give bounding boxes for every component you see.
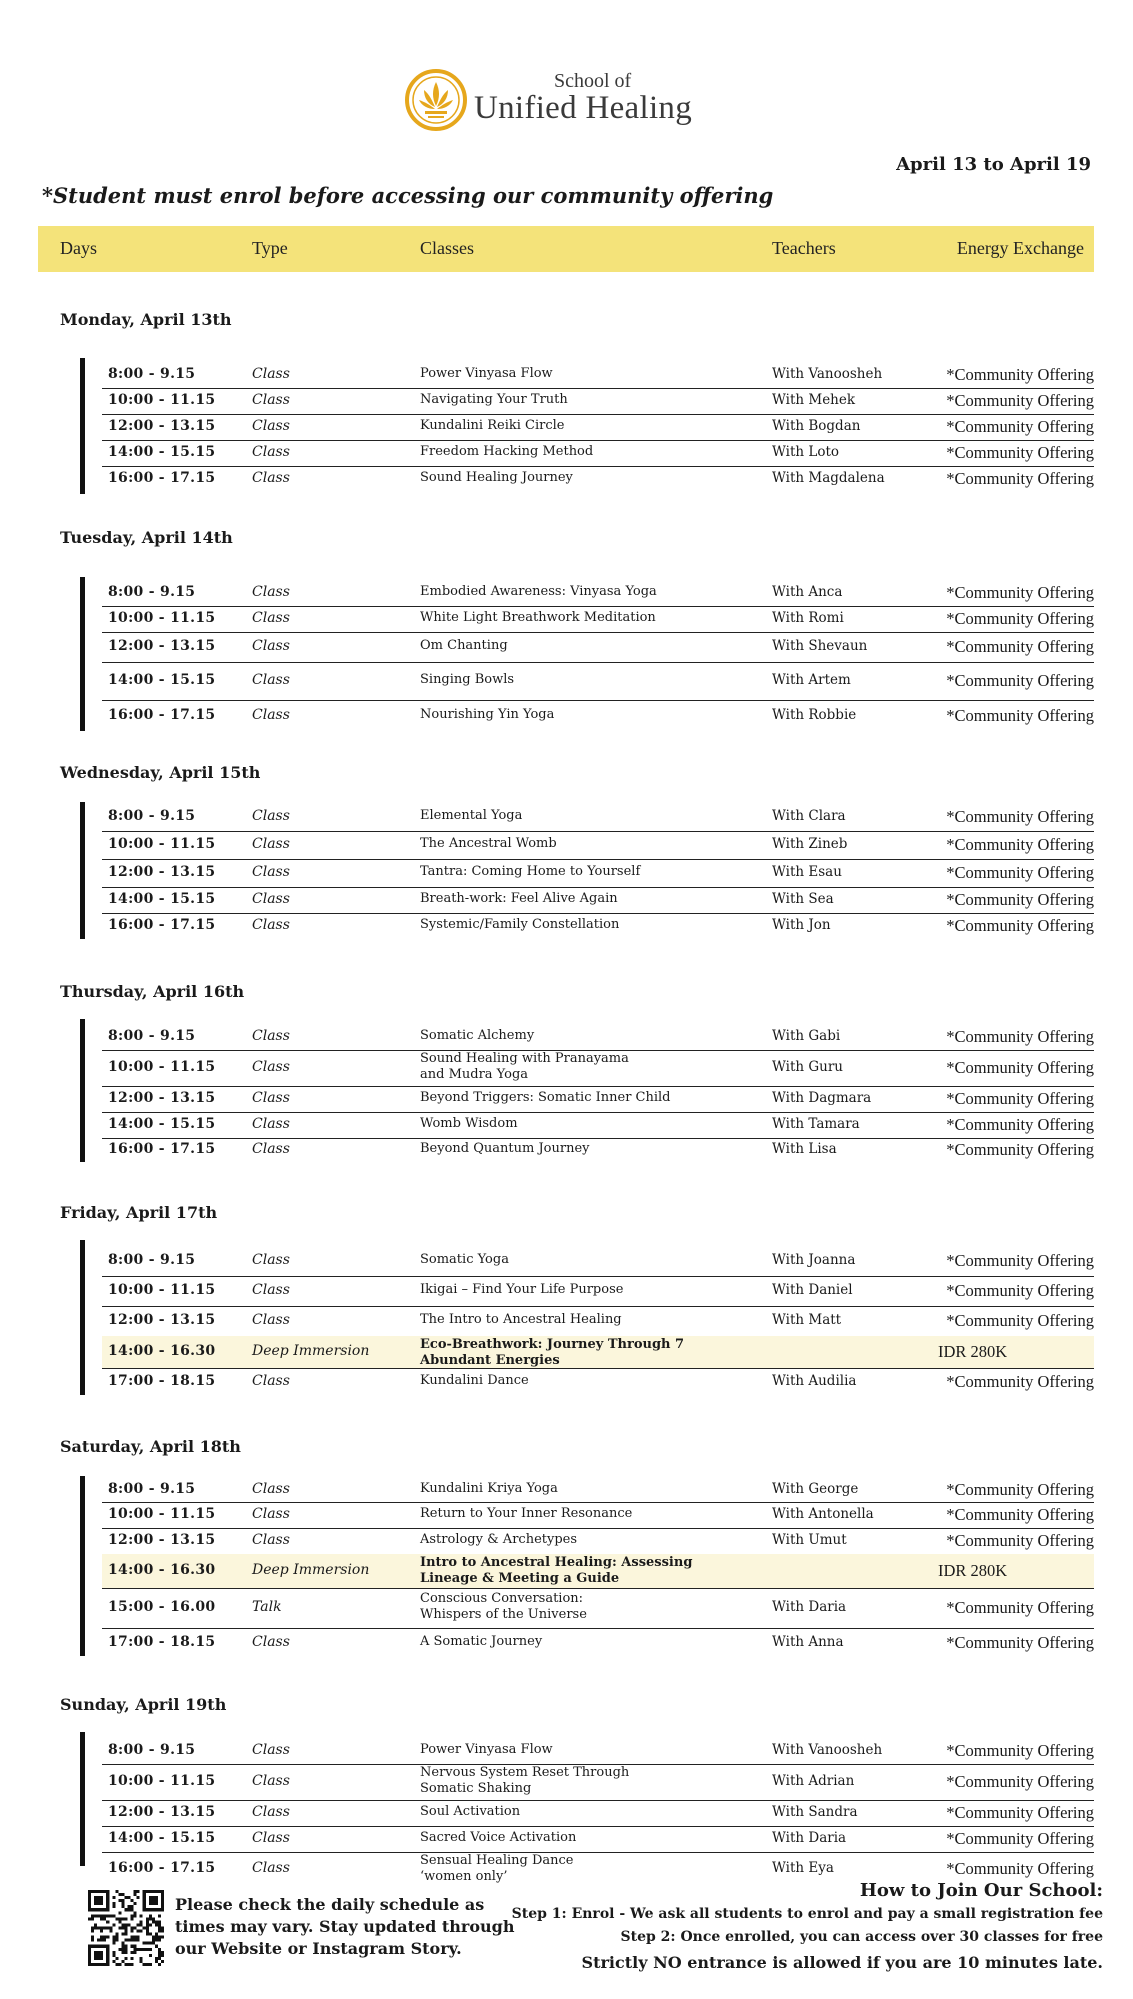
join-step-2: Step 2: Once enrolled, you can access over 30 classes for free xyxy=(620,1929,1103,1945)
schedule-note: Please check the daily schedule as times may vary. Stay updated through our Website or Instagram Story. xyxy=(175,1895,515,1958)
session-time: 10:00 - 11.15 xyxy=(108,1282,216,1298)
class-name-line: Freedom Hacking Method xyxy=(420,444,594,459)
teacher-name: With Audilia xyxy=(772,1373,857,1389)
session-time: 10:00 - 11.15 xyxy=(108,610,216,626)
session-type: Class xyxy=(252,638,290,654)
class-name-line: Elemental Yoga xyxy=(420,808,523,823)
class-name xyxy=(420,1141,590,1157)
session-time: 12:00 - 13.15 xyxy=(108,1090,216,1106)
class-name-line: Nourishing Yin Yoga xyxy=(420,707,555,722)
energy-exchange: *Community Offering xyxy=(946,916,1094,935)
class-name xyxy=(420,638,508,654)
session-time: 10:00 - 11.15 xyxy=(108,1059,216,1075)
session-time: 10:00 - 11.15 xyxy=(108,1773,216,1789)
teacher-name: With Bogdan xyxy=(772,418,861,434)
session-type: Class xyxy=(252,584,290,600)
teacher-name: With Anca xyxy=(772,584,843,600)
session-time: 17:00 - 18.15 xyxy=(108,1373,216,1389)
day-divider-bar xyxy=(80,577,85,731)
energy-exchange: *Community Offering xyxy=(946,1741,1094,1760)
school-logo xyxy=(404,68,714,132)
energy-exchange: *Community Offering xyxy=(946,807,1094,826)
energy-exchange: IDR 280K xyxy=(938,1342,1008,1361)
session-time: 16:00 - 17.15 xyxy=(108,1860,216,1876)
schedule-row xyxy=(102,440,1094,467)
session-time: 10:00 - 11.15 xyxy=(108,836,216,852)
teacher-name: With Loto xyxy=(772,444,840,460)
class-name-line: Tantra: Coming Home to Yourself xyxy=(420,864,641,879)
session-type: Class xyxy=(252,1252,290,1268)
day-divider-bar xyxy=(80,1732,85,1866)
day-divider-bar xyxy=(80,358,85,494)
session-type: Class xyxy=(252,1532,290,1548)
class-name xyxy=(420,584,657,600)
class-name xyxy=(420,1282,623,1298)
energy-exchange: *Community Offering xyxy=(946,863,1094,882)
session-type: Class xyxy=(252,1830,290,1846)
energy-exchange: *Community Offering xyxy=(946,1633,1094,1652)
energy-exchange: IDR 280K xyxy=(938,1561,1008,1580)
class-name-line: The Intro to Ancestral Healing xyxy=(420,1312,622,1327)
teacher-name: With Gabi xyxy=(772,1028,841,1044)
schedule-row xyxy=(102,1628,1094,1658)
session-time: 16:00 - 17.15 xyxy=(108,707,216,723)
class-name-line: Soul Activation xyxy=(420,1804,521,1819)
session-time: 14:00 - 15.15 xyxy=(108,1116,216,1132)
session-type: Class xyxy=(252,392,290,408)
qr-code-icon[interactable] xyxy=(88,1890,164,1966)
energy-exchange: *Community Offering xyxy=(946,1829,1094,1848)
session-time: 8:00 - 9.15 xyxy=(108,1742,196,1758)
energy-exchange: *Community Offering xyxy=(946,1311,1094,1330)
class-name-line: Womb Wisdom xyxy=(420,1116,518,1131)
day-title: Wednesday, April 15th xyxy=(60,763,261,782)
teacher-name: With Robbie xyxy=(772,707,857,723)
join-step-1: Step 1: Enrol - We ask all students to enrol and pay a small registration fee xyxy=(511,1906,1103,1922)
schedule-row xyxy=(102,1502,1094,1529)
session-type: Talk xyxy=(252,1599,282,1615)
session-time: 10:00 - 11.15 xyxy=(108,1506,216,1522)
energy-exchange: *Community Offering xyxy=(946,469,1094,488)
class-name-line: Navigating Your Truth xyxy=(420,392,568,407)
class-name xyxy=(420,1765,629,1797)
class-name-line: Conscious Conversation: xyxy=(420,1591,584,1606)
teacher-name: With Umut xyxy=(772,1532,847,1548)
class-name xyxy=(420,707,554,723)
class-name-line: Embodied Awareness: Vinyasa Yoga xyxy=(420,584,657,599)
teacher-name: With Anna xyxy=(772,1634,844,1650)
energy-exchange: *Community Offering xyxy=(946,1027,1094,1046)
teacher-name: With Sea xyxy=(772,891,834,907)
session-type: Class xyxy=(252,1059,290,1075)
class-name xyxy=(420,1312,622,1328)
class-name-line: Kundalini Dance xyxy=(420,1373,529,1388)
class-name xyxy=(420,444,593,460)
session-type: Class xyxy=(252,418,290,434)
class-name xyxy=(420,1634,542,1650)
energy-exchange: *Community Offering xyxy=(946,1089,1094,1108)
teacher-name: With Guru xyxy=(772,1059,843,1075)
session-time: 8:00 - 9.15 xyxy=(108,366,196,382)
column-header-bar xyxy=(38,226,1094,272)
session-time: 8:00 - 9.15 xyxy=(108,1252,196,1268)
energy-exchange: *Community Offering xyxy=(946,1115,1094,1134)
late-policy: Strictly NO entrance is allowed if you are 10 minutes late. xyxy=(581,1953,1103,1972)
schedule-row xyxy=(102,388,1094,415)
session-time: 15:00 - 16.00 xyxy=(108,1599,216,1615)
energy-exchange: *Community Offering xyxy=(946,417,1094,436)
energy-exchange: *Community Offering xyxy=(946,1281,1094,1300)
class-name-line: ‘women only’ xyxy=(420,1869,508,1884)
day-divider-bar xyxy=(80,802,85,939)
day-title: Monday, April 13th xyxy=(60,310,232,329)
energy-exchange: *Community Offering xyxy=(946,706,1094,725)
class-name xyxy=(420,1853,574,1885)
energy-exchange: *Community Offering xyxy=(946,890,1094,909)
teacher-name: With Antonella xyxy=(772,1506,874,1522)
schedule-row xyxy=(102,1588,1094,1629)
schedule-row xyxy=(102,1764,1094,1801)
class-name xyxy=(420,891,618,907)
session-type: Class xyxy=(252,707,290,723)
class-name-line: Sensual Healing Dance xyxy=(420,1853,574,1868)
session-type: Class xyxy=(252,808,290,824)
session-time: 8:00 - 9.15 xyxy=(108,1481,196,1497)
teacher-name: With Eya xyxy=(772,1860,834,1876)
class-name-line: Intro to Ancestral Healing: Assessing xyxy=(420,1555,693,1570)
teacher-name: With Romi xyxy=(772,610,844,626)
class-name-line: The Ancestral Womb xyxy=(420,836,557,851)
session-time: 14:00 - 15.15 xyxy=(108,1830,216,1846)
teacher-name: With Clara xyxy=(772,808,846,824)
class-name-line: Power Vinyasa Flow xyxy=(420,1742,553,1757)
teacher-name: With Lisa xyxy=(772,1141,837,1157)
day-title: Sunday, April 19th xyxy=(60,1695,227,1714)
teacher-name: With Joanna xyxy=(772,1252,856,1268)
class-name xyxy=(420,1532,577,1548)
class-name-line: Sound Healing Journey xyxy=(420,470,573,485)
class-name xyxy=(420,1116,518,1132)
class-name xyxy=(420,366,553,382)
session-time: 12:00 - 13.15 xyxy=(108,864,216,880)
class-name xyxy=(420,1591,587,1623)
session-type: Class xyxy=(252,836,290,852)
session-time: 14:00 - 15.15 xyxy=(108,672,216,688)
session-type: Class xyxy=(252,672,290,688)
column-days: Days xyxy=(60,238,97,258)
schedule-row xyxy=(102,1306,1094,1337)
class-name xyxy=(420,392,568,408)
class-name-line: Abundant Energies xyxy=(420,1353,560,1368)
class-name-line: Eco-Breathwork: Journey Through 7 xyxy=(420,1337,685,1352)
energy-exchange: *Community Offering xyxy=(946,1480,1094,1499)
session-time: 16:00 - 17.15 xyxy=(108,1141,216,1157)
session-type: Class xyxy=(252,1028,290,1044)
session-type: Class xyxy=(252,864,290,880)
energy-exchange: *Community Offering xyxy=(946,365,1094,384)
session-type: Class xyxy=(252,1773,290,1789)
teacher-name: With Daria xyxy=(772,1599,847,1615)
class-name xyxy=(420,1051,629,1083)
schedule-row xyxy=(102,1800,1094,1827)
enrol-notice: *Student must enrol before accessing our community offering xyxy=(42,183,774,208)
session-type: Class xyxy=(252,1481,290,1497)
session-type: Class xyxy=(252,891,290,907)
session-time: 12:00 - 13.15 xyxy=(108,418,216,434)
schedule-row xyxy=(102,1554,1094,1589)
energy-exchange: *Community Offering xyxy=(946,1372,1094,1391)
class-name-line: Somatic Alchemy xyxy=(420,1028,535,1043)
teacher-name: With George xyxy=(772,1481,859,1497)
energy-exchange: *Community Offering xyxy=(946,1140,1094,1159)
energy-exchange: *Community Offering xyxy=(946,1803,1094,1822)
session-type: Class xyxy=(252,1742,290,1758)
session-type: Class xyxy=(252,1116,290,1132)
teacher-name: With Daria xyxy=(772,1830,847,1846)
session-time: 8:00 - 9.15 xyxy=(108,1028,196,1044)
column-type: Type xyxy=(252,238,288,258)
class-name-line: Om Chanting xyxy=(420,638,508,653)
class-name xyxy=(420,1337,684,1369)
class-name xyxy=(420,610,656,626)
energy-exchange: *Community Offering xyxy=(946,609,1094,628)
session-type: Class xyxy=(252,1090,290,1106)
class-name xyxy=(420,470,573,486)
class-name xyxy=(420,1373,529,1389)
class-name-line: Beyond Triggers: Somatic Inner Child xyxy=(420,1090,671,1105)
class-name-line: Somatic Yoga xyxy=(420,1252,509,1267)
class-name xyxy=(420,1252,509,1268)
class-name-line: Somatic Shaking xyxy=(420,1781,532,1796)
energy-exchange: *Community Offering xyxy=(946,1772,1094,1791)
energy-exchange: *Community Offering xyxy=(946,1531,1094,1550)
teacher-name: With Matt xyxy=(772,1312,842,1328)
class-name xyxy=(420,864,640,880)
class-name-line: White Light Breathwork Meditation xyxy=(420,610,656,625)
session-time: 14:00 - 15.15 xyxy=(108,444,216,460)
teacher-name: With Magdalena xyxy=(772,470,885,486)
session-type: Class xyxy=(252,1860,290,1876)
day-divider-bar xyxy=(80,1240,85,1395)
class-name xyxy=(420,1506,632,1522)
column-classes: Classes xyxy=(420,238,474,258)
energy-exchange: *Community Offering xyxy=(946,1251,1094,1270)
schedule-row xyxy=(102,700,1094,732)
session-time: 12:00 - 13.15 xyxy=(108,1804,216,1820)
class-name-line: Power Vinyasa Flow xyxy=(420,366,553,381)
column-teachers: Teachers xyxy=(772,238,836,258)
schedule-row xyxy=(102,414,1094,441)
teacher-name: With Esau xyxy=(772,864,842,880)
schedule-row xyxy=(102,466,1094,492)
session-time: 12:00 - 13.15 xyxy=(108,1312,216,1328)
teacher-name: With Dagmara xyxy=(772,1090,872,1106)
teacher-name: With Vanoosheh xyxy=(772,1742,883,1758)
session-type: Class xyxy=(252,610,290,626)
session-type: Class xyxy=(252,366,290,382)
teacher-name: With Sandra xyxy=(772,1804,858,1820)
energy-exchange: *Community Offering xyxy=(946,391,1094,410)
class-name xyxy=(420,1028,534,1044)
column-energy-exchange: Energy Exchange xyxy=(956,238,1084,258)
energy-exchange: *Community Offering xyxy=(946,1505,1094,1524)
session-time: 16:00 - 17.15 xyxy=(108,917,216,933)
session-type: Class xyxy=(252,917,290,933)
schedule-row xyxy=(102,1738,1094,1765)
class-name xyxy=(420,808,522,824)
schedule-row xyxy=(102,580,1094,607)
session-time: 8:00 - 9.15 xyxy=(108,808,196,824)
schedule-row xyxy=(102,1826,1094,1853)
schedule-row xyxy=(102,632,1094,663)
session-type: Deep Immersion xyxy=(252,1343,370,1359)
session-type: Deep Immersion xyxy=(252,1562,370,1578)
class-name-line: Sacred Voice Activation xyxy=(420,1830,577,1845)
class-name-line: Kundalini Reiki Circle xyxy=(420,418,565,433)
class-name xyxy=(420,1830,576,1846)
session-time: 12:00 - 13.15 xyxy=(108,1532,216,1548)
day-title: Tuesday, April 14th xyxy=(60,528,233,547)
schedule-row xyxy=(102,1478,1094,1503)
logo-text-small: School of xyxy=(554,70,632,92)
session-type: Class xyxy=(252,1634,290,1650)
session-time: 12:00 - 13.15 xyxy=(108,638,216,654)
class-name xyxy=(420,1090,671,1106)
join-title: How to Join Our School: xyxy=(859,1880,1103,1901)
class-name-line: Return to Your Inner Resonance xyxy=(420,1506,633,1521)
session-time: 14:00 - 16.30 xyxy=(108,1343,216,1359)
class-name-line: Kundalini Kriya Yoga xyxy=(420,1481,558,1496)
day-title: Friday, April 17th xyxy=(60,1203,218,1222)
teacher-name: With Adrian xyxy=(772,1773,855,1789)
class-name-line: Beyond Quantum Journey xyxy=(420,1141,590,1156)
schedule-row xyxy=(102,859,1094,888)
energy-exchange: *Community Offering xyxy=(946,1598,1094,1617)
logo-text-big: Unified Healing xyxy=(474,90,693,126)
day-divider-bar xyxy=(80,1019,85,1162)
class-name-line: Systemic/Family Constellation xyxy=(420,917,620,932)
teacher-name: With Vanoosheh xyxy=(772,366,883,382)
schedule-row xyxy=(102,362,1094,389)
day-divider-bar xyxy=(80,1476,85,1656)
session-type: Class xyxy=(252,444,290,460)
teacher-name: With Tamara xyxy=(772,1116,860,1132)
class-name xyxy=(420,1742,553,1758)
class-name-line: Nervous System Reset Through xyxy=(420,1765,630,1780)
class-name-line: Ikigai – Find Your Life Purpose xyxy=(420,1282,624,1297)
schedule-row xyxy=(102,1368,1094,1396)
session-time: 10:00 - 11.15 xyxy=(108,392,216,408)
class-name xyxy=(420,836,557,852)
energy-exchange: *Community Offering xyxy=(946,835,1094,854)
teacher-name: With Daniel xyxy=(772,1282,853,1298)
class-name-line: Astrology & Archetypes xyxy=(420,1532,578,1547)
schedule-row xyxy=(102,1276,1094,1307)
schedule-row xyxy=(102,662,1094,701)
day-title: Thursday, April 16th xyxy=(60,982,245,1001)
schedule-row xyxy=(102,887,1094,914)
session-time: 14:00 - 16.30 xyxy=(108,1562,216,1578)
class-name xyxy=(420,672,514,688)
session-time: 8:00 - 9.15 xyxy=(108,584,196,600)
session-type: Class xyxy=(252,1312,290,1328)
class-name xyxy=(420,418,564,434)
session-time: 16:00 - 17.15 xyxy=(108,470,216,486)
schedule-row xyxy=(102,1086,1094,1113)
class-name-line: Singing Bowls xyxy=(420,672,515,687)
class-name-line: Lineage & Meeting a Guide xyxy=(420,1571,620,1586)
teacher-name: With Mehek xyxy=(772,392,856,408)
class-name xyxy=(420,1804,520,1820)
energy-exchange: *Community Offering xyxy=(946,671,1094,690)
session-type: Class xyxy=(252,1506,290,1522)
teacher-name: With Zineb xyxy=(772,836,848,852)
day-title: Saturday, April 18th xyxy=(60,1437,241,1456)
teacher-name: With Artem xyxy=(772,672,851,688)
energy-exchange: *Community Offering xyxy=(946,637,1094,656)
class-name-line: Breath-work: Feel Alive Again xyxy=(420,891,618,906)
class-name-line: and Mudra Yoga xyxy=(420,1067,529,1082)
schedule-row xyxy=(102,606,1094,633)
schedule-row xyxy=(102,1246,1094,1277)
session-type: Class xyxy=(252,1373,290,1389)
session-type: Class xyxy=(252,1141,290,1157)
lotus-logo-icon xyxy=(404,68,468,132)
schedule-row xyxy=(102,1050,1094,1087)
energy-exchange: *Community Offering xyxy=(946,1859,1094,1878)
class-name xyxy=(420,1481,558,1497)
schedule-row xyxy=(102,1112,1094,1139)
session-time: 17:00 - 18.15 xyxy=(108,1634,216,1650)
session-type: Class xyxy=(252,1804,290,1820)
schedule-row xyxy=(102,1336,1094,1369)
class-name-line: Whispers of the Universe xyxy=(420,1607,587,1622)
teacher-name: With Shevaun xyxy=(772,638,868,654)
class-name xyxy=(420,1555,692,1587)
class-name-line: A Somatic Journey xyxy=(420,1634,543,1649)
schedule-row xyxy=(102,803,1094,832)
energy-exchange: *Community Offering xyxy=(946,583,1094,602)
session-time: 14:00 - 15.15 xyxy=(108,891,216,907)
session-type: Class xyxy=(252,470,290,486)
session-type: Class xyxy=(252,1282,290,1298)
class-name-line: Sound Healing with Pranayama xyxy=(420,1051,629,1066)
schedule-row xyxy=(102,1528,1094,1555)
energy-exchange: *Community Offering xyxy=(946,1058,1094,1077)
class-name xyxy=(420,917,619,933)
energy-exchange: *Community Offering xyxy=(946,443,1094,462)
schedule-row xyxy=(102,1024,1094,1051)
schedule-row xyxy=(102,831,1094,860)
date-range: April 13 to April 19 xyxy=(896,154,1091,175)
teacher-name: With Jon xyxy=(772,917,831,933)
schedule-row xyxy=(102,1138,1094,1162)
schedule-row xyxy=(102,913,1094,939)
